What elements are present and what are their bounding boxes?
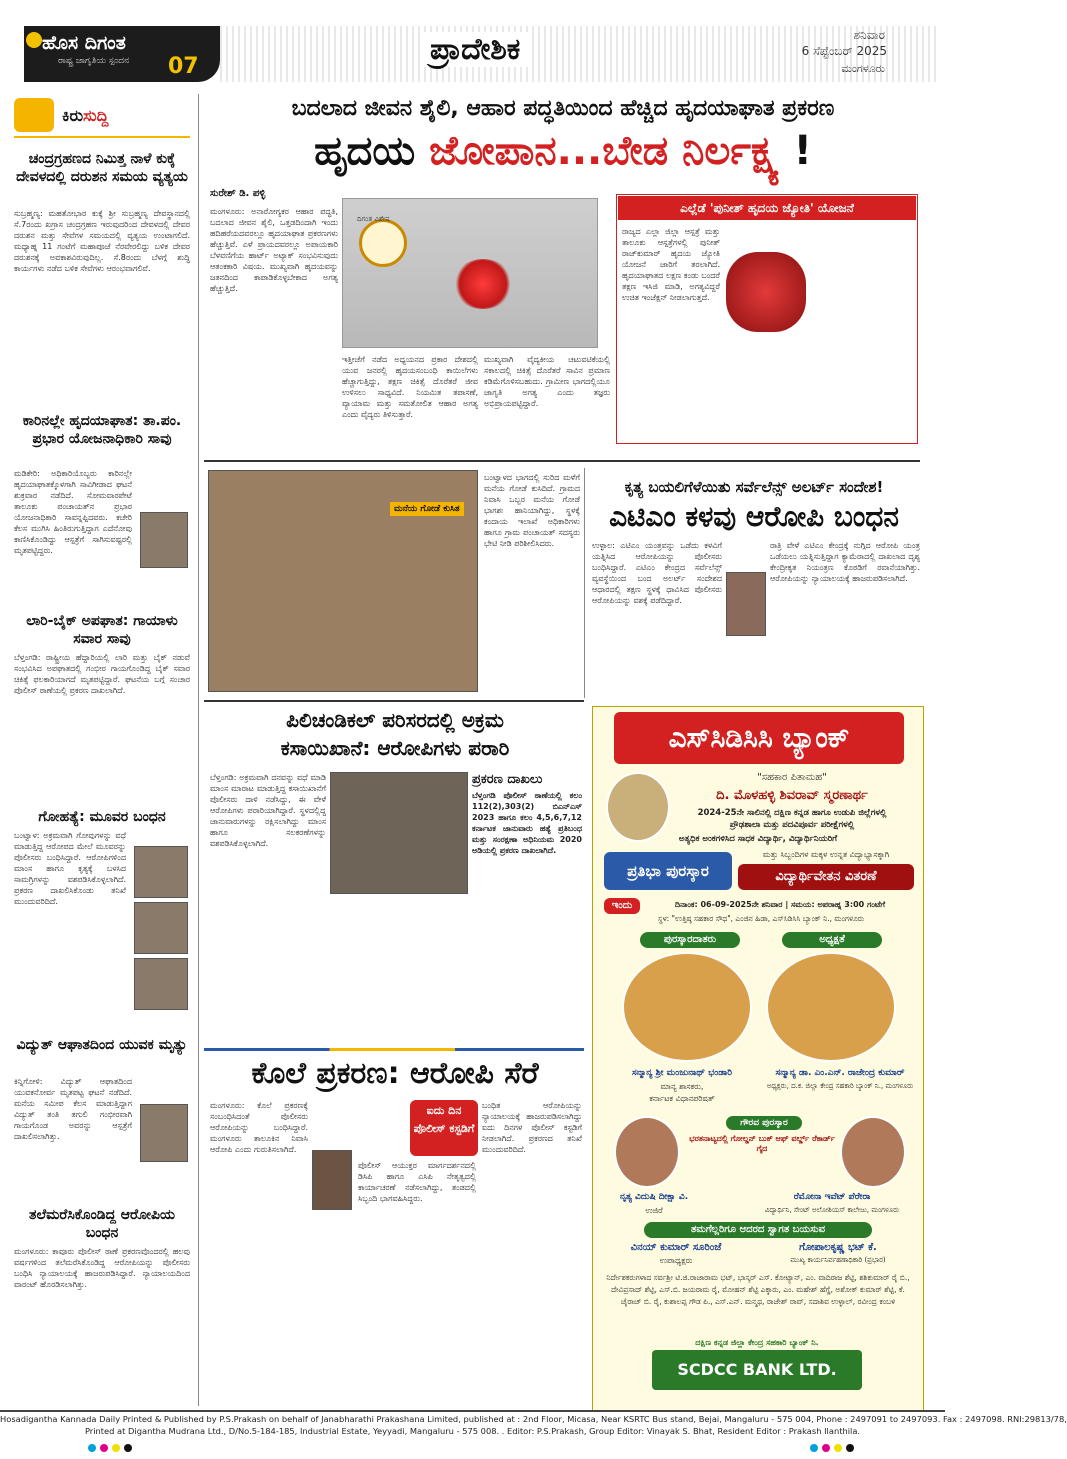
section-title: ಪ್ರಾದೇಶಿಕ [420,32,530,67]
guest2-place: ವಿದ್ಯಾರ್ಥಿನಿ, ಸೇಂಟ್ ಅಲೋಶಿಯಸ್ ಕಾಲೇಜು, ಮಂಗಳೂರು [764,1206,900,1214]
cattle-photo [330,772,468,894]
paper-tagline: ರಾಷ್ಟ್ರ ಜಾಗೃತಿಯ ಸ್ಪಂದನ [58,56,130,66]
host1-role: ಉಪಾಧ್ಯಕ್ಷರು [659,1256,693,1265]
column-rule [198,94,199,1406]
event-venue: ಸ್ಥಳ: "ಉತ್ತಿಷ್ಠ ಸಹಕಾರ ಸೌಧ", ಎಂಜಿನ ಹಿಡಾ, ಎಸ್‌ಸಿಡಿಸಿಸಿ ಬ್ಯಾಂಕ್ ನಿ., ಮಂಗಳೂರು [657,914,865,923]
brief-body: ಕಿನ್ನಿಗೋಳಿ: ವಿದ್ಯುತ್ ಆಘಾತದಿಂದ ಯುವಕನೋರ್ವ ಮೃತಪಟ್ಟ ಘಟನೆ ನಡೆದಿದೆ. ಮನೆಯ ಸಮೀಪ ಕೆಲಸ ಮಾಡುತ್ತಿದ್ದಾಗ ವಿದ್ಯುತ್ ತಂತಿ ತಗುಲಿ ಗಂಭೀರವಾಗಿ ಗಾಯಗೊಂಡ ಅವರನ್ನು ಆಸ್ಪತ್ರೆಗೆ ದಾಖಲಿಸಲಾಗಿತ್ತು. [14,1077,132,1141]
brief-portrait [140,512,188,568]
presenter-photo [622,952,752,1062]
ad-line-1: 2024-25ನೇ ಸಾಲಿನಲ್ಲಿ ದಕ್ಷಿಣ ಕನ್ನಡ ಹಾಗೂ ಉಡುಪಿ ಜಿಲ್ಲೆಗಳಲ್ಲಿ [697,808,887,818]
host1-name: ವಿನಯ್ ಕುಮಾರ್ ಸೂರಿಂಜೆ [630,1242,722,1253]
guest1-place: ಉಜಿರೆ [645,1206,663,1215]
brief-headline: ತಲೆಮರೆಸಿಕೊಂಡಿದ್ದ ಆರೋಪಿಯ ಬಂಧನ [29,1207,175,1241]
welcome-strip: ತಮಗೆಲ್ಲರಿಗೂ ಆದರದ ಸ್ವಾಗತ ಬಯಸುವ [644,1222,872,1238]
directors-list: ನಿರ್ದೇಶಕರುಗಳಾದ ಸರ್ವಶ್ರೀ ಟಿ.ಜಿ.ರಾಜಾರಾಮ ಭಟ್, ಭಾಸ್ಕರ್ ಎಸ್. ಕೋಟ್ಯಾನ್, ಎಂ. ವಾದಿರಾಜ ಶೆಟ್ಟಿ, ಶಶಿಕುಮಾರ್ ರೈ ಬಿ., ದೇವಿಪ್ರಸಾದ್ ಶೆಟ್ಟಿ, ಎಸ್.ಬಿ. ಜಯರಾಮ ರೈ, ಮೋಹನ್ ಶೆಟ್ಟಿ ಎಕ್ಕಾರು, ಎಂ. ಮಹೇಶ್ ಹೆಗ್ಡೆ, ಅಶೋಕ್ ಕುಮಾರ್ ಶೆಟ್ಟಿ, ಕೆ. ಜೈರಾಜ್ ಬಿ. ರೈ, ಕುಶಾಲಪ್ಪ ಗೌಡ ಪಿ., ಎಸ್.ಎನ್. ಮನ್ಮಥ, ರಾಜೇಶ್ ರಾವ್, ಸದಾಶಿವ ಉಳ್ಳಾಲ್, ರವೀಂದ್ರ ಕಂಬಳಿ [606,1273,910,1306]
founder-portrait [606,772,670,842]
bank-ad-title: ಎಸ್‌ಸಿಡಿಸಿಸಿ ಬ್ಯಾಂಕ್ [614,712,904,764]
section-divider [204,700,584,702]
heart-glow-icon [453,259,513,309]
paper-name: ಹೊಸ ದಿಗಂತ [42,32,126,54]
murder-body-col1: ಮಂಗಳೂರು: ಕೊಲೆ ಪ್ರಕರಣಕ್ಕೆ ಸಂಬಂಧಿಸಿದಂತೆ ಪೊಲೀಸರು ಆರೋಪಿಯನ್ನು ಬಂಧಿಸಿದ್ದಾರೆ. ಮಂಗಳೂರು ತಾಲೂಕಿನ ನಿವಾಸಿ ಆರೋಪಿ ಎಂದು ಗುರುತಿಸಲಾಗಿದೆ. [210,1101,308,1154]
photo-caption-tag: ಮನೆಯ ಗೋಡೆ ಕುಸಿತ [390,502,464,516]
registration-mark [88,1444,96,1452]
atm-body-col2: ರಾತ್ರಿ ವೇಳೆ ಎಟಿಎಂ ಕೇಂದ್ರಕ್ಕೆ ನುಗ್ಗಿದ ಆರೋಪಿ ಯಂತ್ರ ಒಡೆಯಲು ಯತ್ನಿಸುತ್ತಿದ್ದಾಗ ಕ್ಯಾಮೆರಾದಲ್ಲಿ ದಾಖಲಾದ ದೃಶ್ಯ ಕೇಂದ್ರೀಕೃತ ನಿಯಂತ್ರಣ ಕೊಠಡಿಗೆ ರವಾನೆಯಾಗಿತ್ತು. ಆರೋಪಿಯನ್ನು ನ್ಯಾಯಾಲಯಕ್ಕೆ ಹಾಜರುಪಡಿಸಲಾಗಿದೆ. [770,541,920,583]
accused-photo [312,1150,352,1210]
guest-note: ಭರತನಾಟ್ಯದಲ್ಲಿ ಗೋಲ್ಡನ್ ಬುಕ್ ಆಫ್ ವರ್ಲ್ಡ್ ರೆಕಾರ್ಡ್ ಗೈದ [689,1134,835,1153]
heart-icon [726,252,806,332]
seal-label: ದಿಗಂತ ವಿಶೇಷ [357,215,390,223]
lead-kicker: ಬದಲಾದ ಜೀವನ ಶೈಲಿ, ಆಹಾರ ಪದ್ಧತಿಯಿಂದ ಹೆಚ್ಚಿದ ಹೃದಯಾಘಾತ ಪ್ರಕರಣ [291,96,835,121]
guest1-photo [614,1116,680,1188]
guest1-name: ನೃತ್ಯ ವಿದುಷಿ ದೀಕ್ಷಾ ವಿ. [619,1192,689,1202]
presenter-org: ಕರ್ನಾಟಕ ವಿಧಾನಪರಿಷತ್ [649,1094,715,1103]
accused-photo [726,572,766,636]
chair-photo [766,952,896,1062]
guest2-name: ರೆಮೋನಾ ಇವೆಟ್ ಪೆರೇರಾ [793,1192,871,1202]
brief-headline: ವಿದ್ಯುತ್ ಆಘಾತದಿಂದ ಯುವಕ ಮೃತ್ಯು [16,1037,188,1053]
murder-body-col3: ಬಂಧಿತ ಆರೋಪಿಯನ್ನು ನ್ಯಾಯಾಲಯಕ್ಕೆ ಹಾಜರುಪಡಿಸಲಾಗಿದ್ದು ಐದು ದಿನಗಳ ಪೊಲೀಸ್ ಕಸ್ಟಡಿಗೆ ನೀಡಲಾಗಿದೆ. ಪ್ರಕರಣದ ತನಿಖೆ ಮುಂದುವರಿದಿದೆ. [482,1101,582,1154]
victim-portrait [140,1104,188,1162]
registration-mark [124,1444,132,1452]
brief-headline: ಲಾರಿ-ಬೈಕ್ ಅಪಘಾತ: ಗಾಯಾಳು ಸವಾರ ಸಾವು [26,613,178,647]
registration-mark [834,1444,842,1452]
host2-name: ಗೋಪಾಲಕೃಷ್ಣ ಭಟ್ ಕೆ. [799,1242,877,1253]
remembrance: ದಿ. ಮೊಳಹಳ್ಳಿ ಶಿವರಾವ್ ಸ್ಮರಣಾರ್ಥ [716,788,868,803]
atm-headline: ಎಟಿಎಂ ಕಳವು ಆರೋಪಿ ಬಂಧನ [609,500,899,533]
digantha-special-seal [359,219,407,267]
brief-body: ಸುಬ್ರಹ್ಮಣ್ಯ: ಮಹತೋಭಾರ ಕುಕ್ಕೆ ಶ್ರೀ ಸುಬ್ರಹ್ಮಣ್ಯ ದೇವಸ್ಥಾನದಲ್ಲಿ ಸೆ.7ರಂದು ಖಗ್ರಾಸ ಚಂದ್ರಗ್ರಹಣ ಇರುವುದರಿಂದ ದೇವಳದಲ್ಲಿ ದೇವರ ದರುಶನ ಮತ್ತು ಸೇವೆಗಳ ಸಮಯದಲ್ಲಿ ವ್ಯತ್ಯಯ ಉಂಟಾಗಲಿದೆ. ಮಧ್ಯಾಹ್ನ 11 ಗಂಟೆಗೆ ಮಹಾಪೂಜೆ ನೆರವೇರಲಿದ್ದು ಬಳಿಕ ದೇವರ ದರುಶನಕ್ಕೆ ಅವಕಾಶವಿರುವುದಿಲ್ಲ. ಸೆ.8ರಂದು ಬೆಳಗ್ಗೆ ಶುದ್ಧಿ ಕಾರ್ಯಗಳು ನಡೆದ ಬಳಿಕ ಸೇವೆಗಳು ಆರಂಭವಾಗಲಿವೆ. [14,209,190,273]
ad-line-3: ಅತ್ಯಧಿಕ ಅಂಕಗಳಿಸಿದ ಸಾಧಕ ವಿದ್ಯಾರ್ಥಿ, ವಿದ್ಯಾರ್ಥಿನಿಯರಿಗೆ [678,834,838,844]
today-tag: ಇಂದು [604,898,640,914]
lead-headline: ಹೃದಯ ಜೋಪಾನ...ಬೇಡ ನಿರ್ಲಕ್ಷ್ಯ ! [314,128,812,174]
brief-headline: ಗೋಹತ್ಯೆ: ಮೂವರ ಬಂಧನ [38,809,166,825]
brief-body: ಬೆಳ್ತಂಗಡಿ: ರಾಷ್ಟ್ರೀಯ ಹೆದ್ದಾರಿಯಲ್ಲಿ ಲಾರಿ ಮತ್ತು ಬೈಕ್ ನಡುವೆ ಸಂಭವಿಸಿದ ಅಪಘಾತದಲ್ಲಿ ಗಂಭೀರ ಗಾಯಗೊಂಡಿದ್ದ ಬೈಕ್ ಸವಾರ ಚಿಕಿತ್ಸೆ ಫಲಕಾರಿಯಾಗದೆ ಮೃತಪಟ್ಟಿದ್ದಾರೆ. ಘಟನೆಯ ಬಗ್ಗೆ ಸಂಚಾರ ಪೊಲೀಸ್ ಠಾಣೆಯಲ್ಲಿ ಪ್ರಕರಣ ದಾಖಲಾಗಿದೆ. [14,653,190,695]
scholarship-badge: ವಿದ್ಯಾರ್ಥಿವೇತನ ವಿತರಣೆ [738,864,914,890]
atm-body-col1: ಉಳ್ಳಾಲ: ಎಟಿಎಂ ಯಂತ್ರವನ್ನು ಒಡೆದು ಕಳವಿಗೆ ಯತ್ನಿಸಿದ ಆರೋಪಿಯನ್ನು ಪೊಲೀಸರು ಬಂಧಿಸಿದ್ದಾರೆ. ಎಟಿಎಂ ಕೇಂದ್ರದ ಸರ್ವೆಲೆನ್ಸ್ ವ್ಯವಸ್ಥೆಯಿಂದ ಬಂದ ಅಲರ್ಟ್ ಸಂದೇಶದ ಆಧಾರದಲ್ಲಿ ತಕ್ಷಣ ಸ್ಥಳಕ್ಕೆ ಧಾವಿಸಿದ ಪೊಲೀಸರು ಆರೋಪಿಯನ್ನು ವಶಕ್ಕೆ ಪಡೆದಿದ್ದಾರೆ. [592,541,722,605]
section-divider [204,460,920,462]
presenter-role: ಮಾನ್ಯ ಶಾಸಕರು, [660,1082,704,1091]
registration-mark [810,1444,818,1452]
host2-role: ಮುಖ್ಯ ಕಾರ್ಯನಿರ್ವಹಣಾಧಿಕಾರಿ (ಪ್ರಭಾರ) [790,1256,886,1264]
brief-body: ಮಂಗಳೂರು: ಕಾವೂರು ಪೊಲೀಸ್ ಠಾಣೆ ಪ್ರಕರಣವೊಂದರಲ್ಲಿ ಹಲವು ವರ್ಷಗಳಿಂದ ತಲೆಮರೆಸಿಕೊಂಡಿದ್ದ ಆರೋಪಿಯನ್ನು ಪೊಲೀಸರು ಬಂಧಿಸಿ ನ್ಯಾಯಾಲಯಕ್ಕೆ ಹಾಜರುಪಡಿಸಿದ್ದಾರೆ. ನ್ಯಾಯಾಲಯದಿಂದ ವಾರಂಟ್ ಹೊರಡಿಸಲಾಗಿತ್ತು. [14,1247,190,1289]
issue-date: 6 ಸೆಪ್ಟೆಂಬರ್ 2025 [801,44,887,58]
bank-logo: SCDCC BANK LTD. [652,1350,862,1390]
lamp-icon [26,32,42,48]
accused-photo [134,958,188,1010]
ad-line-2: ಪ್ರೌಢಶಾಲಾ ಮತ್ತು ಪದವಿಪೂರ್ವ ಪರೀಕ್ಷೆಗಳಲ್ಲಿ [729,820,855,830]
registration-mark [112,1444,120,1452]
case-filed-title: ಪ್ರಕರಣ ದಾಖಲು [472,772,543,787]
bank-name-kn: ದಕ್ಷಿಣ ಕನ್ನಡ ಜಿಲ್ಲಾ ಕೇಂದ್ರ ಸಹಕಾರಿ ಬ್ಯಾಂಕ್ ನಿ. [695,1338,819,1347]
guests-label: ಗೌರವ ಪುರಸ್ಕಾರ [726,1116,802,1130]
case-filed-body: ಬೆಳ್ತಂಗಡಿ ಪೊಲೀಸ್ ಠಾಣೆಯಲ್ಲಿ ಕಲಂ 112(2),303(2) ಬಿಎನ್‌ಎಸ್ 2023 ಹಾಗೂ ಕಲಂ 4,5,6,7,12 ಕರ್ನಾಟಕ ಜಾನುವಾರು ಹತ್ಯೆ ಪ್ರತಿಬಂಧ ಮತ್ತು ಸಂರಕ್ಷಣಾ ಅಧಿನಿಯಮ 2020 ಅಡಿಯಲ್ಲಿ ಪ್ರಕರಣ ದಾಖಲಾಗಿದೆ. [472,791,582,855]
slaughter-headline-1: ಪಿಲಿಚಂಡಿಕಲ್ ಪರಿಸರದಲ್ಲಿ ಅಕ್ರಮ [286,708,504,732]
brief-body: ಮಡಿಕೇರಿ: ಅಧಿಕಾರಿಯೊಬ್ಬರು ಕಾರಿನಲ್ಲೇ ಹೃದಯಾಘಾತಕ್ಕೊಳಗಾಗಿ ಸಾವಿಗೀಡಾದ ಘಟನೆ ಶುಕ್ರವಾರ ನಡೆದಿದೆ. ಸೋಮವಾರಪೇಟೆ ತಾಲೂಕು ಪಂಚಾಯತ್‌ನ ಪ್ರಭಾರ ಯೋಜನಾಧಿಕಾರಿ ಸಾವನ್ನಪ್ಪಿದವರು. ಕಚೇರಿ ಕೆಲಸ ಮುಗಿಸಿ ಹಿಂತಿರುಗುತ್ತಿದ್ದಾಗ ಎದೆನೋವು ಕಾಣಿಸಿಕೊಂಡಿದ್ದು ಆಸ್ಪತ್ರೆಗೆ ಸಾಗಿಸುವಷ್ಟರಲ್ಲಿ ಮೃತಪಟ್ಟಿದ್ದರು. [14,469,132,555]
event-datetime: ದಿನಾಂಕ: 06-09-2025ನೇ ಶನಿವಾರ | ಸಮಯ: ಅಪರಾಹ್ನ 3:00 ಗಂಟೆಗೆ [674,900,886,909]
award-badge: ಪ್ರತಿಭಾ ಪುರಸ್ಕಾರ [604,852,732,890]
column-rule [584,468,585,698]
briefs-label: ಕಿರುಸುದ್ದಿ [62,106,109,125]
lead-body-col3: ಮುಖ್ಯವಾಗಿ ವೈದ್ಯಕೀಯ ಚಟುವಟಿಕೆಯಲ್ಲಿ ಸಕಾಲದಲ್ಲಿ ಚಿಕಿತ್ಸೆ ದೊರೆತರೆ ಸಾವಿನ ಪ್ರಮಾಣ ಕಡಿಮೆಗೊಳಿಸಬಹುದು. ಗ್ರಾಮೀಣ ಭಾಗದಲ್ಲಿಯೂ ಜಾಗೃತಿ ಅಗತ್ಯ ಎಂದು ತಜ್ಞರು ಅಭಿಪ್ರಾಯಪಟ್ಟಿದ್ದಾರೆ. [484,355,610,408]
award-note: ಮತ್ತು ಸಿಬ್ಬಂದಿಗಳ ಮಕ್ಕಳ ಉನ್ನತ ವಿದ್ಯಾಭ್ಯಾಸಕ್ಕಾಗಿ [762,850,890,859]
footer-rule [0,1410,945,1412]
imprint-line-1: Hosadigantha Kannada Daily Printed & Published by P.S.Prakash on behalf of Janabharathi Prakashana Limited, published at : 2nd Floor, Micasa, Near KSRTC Bus stand, Bejai, Mangaluru - 575 004, Phone : 2497091 to 2497093. Fax : 2497098. RNI:29813/78, [0,1414,1067,1424]
custody-box: ಐದು ದಿನ ಪೊಲೀಸ್ ಕಸ್ಟಡಿಗೆ [410,1100,478,1156]
imprint-line-2: Printed at Digantha Mudrana Ltd., D/No.5-184-185, Industrial Estate, Yeyyadi, Mangaluru - 575 008. . Editor: P.S.Prakash, Group Editor: Vinayak S. Bhat, Resident Editor : Prakash Ilanthila. [84,1426,861,1436]
heart-pain-photo [342,198,598,348]
issue-day: ಶನಿವಾರ [853,28,885,42]
registration-mark [846,1444,854,1452]
registration-mark [100,1444,108,1452]
edition-city: ಮಂಗಳೂರು [841,62,885,75]
lead-body-col1: ಮಂಗಳೂರು: ಅನಾರೋಗ್ಯಕರ ಆಹಾರ ಪದ್ಧತಿ, ಬದಲಾದ ಜೀವನ ಶೈಲಿ, ಒತ್ತಡದಿಂದಾಗಿ ಇಂದು ಹದಿಹರೆಯದವರಲ್ಲೂ ಹೃದಯಾಘಾತ ಪ್ರಕರಣಗಳು ಹೆಚ್ಚುತ್ತಿವೆ. ಎಳೆ ಪ್ರಾಯದವರಲ್ಲೂ ಅಪಾಯಕಾರಿ ಬೆಳವಣಿಗೆಯ ಹಾರ್ಟ್ ಅಟ್ಯಾಕ್ ಸಂಭವಿಸುವುದು ಆತಂಕಕಾರಿ ವಿಷಯ. ಮುಖ್ಯವಾಗಿ ಹೃದಯವನ್ನು ಜತನದಿಂದ ಕಾಪಾಡಿಕೊಳ್ಳಬೇಕಾದ ಅಗತ್ಯ ಹೆಚ್ಚುತ್ತಿದೆ. [210,207,338,293]
scheme-box-body: ರಾಜ್ಯದ ಎಲ್ಲಾ ಜಿಲ್ಲಾ ಆಸ್ಪತ್ರೆ ಮತ್ತು ತಾಲೂಕು ಆಸ್ಪತ್ರೆಗಳಲ್ಲಿ ಪುನೀತ್ ರಾಜ್‌ಕುಮಾರ್ ಹೃದಯ ಜ್ಯೋತಿ ಯೋಜನೆ ಜಾರಿಗೆ ತರಲಾಗಿದೆ. ಹೃದಯಾಘಾತದ ಲಕ್ಷಣ ಕಂಡು ಬಂದರೆ ತಕ್ಷಣ ಇಸಿಜಿ ಮಾಡಿ, ಅಗತ್ಯವಿದ್ದರೆ ಉಚಿತ ಇಂಜೆಕ್ಷನ್ ನೀಡಲಾಗುತ್ತದೆ. [622,227,720,302]
accused-photo [134,902,188,954]
atm-kicker: ಕೃತ್ಯ ಬಯಲಿಗೆಳೆಯಿತು ಸರ್ವೆಲೆನ್ಸ್ ಅಲರ್ಟ್ ಸಂದೇಶ! [624,478,884,496]
chair-label: ಅಧ್ಯಕ್ಷತೆ [782,932,882,948]
section-divider [204,1048,584,1051]
guest2-photo [840,1116,906,1188]
masthead [0,0,945,86]
slaughter-headline-2: ಕಸಾಯಿಖಾನೆ: ಆರೋಪಿಗಳು ಪರಾರಿ [280,736,510,760]
byline: ಸುರೇಶ್ ಡಿ. ಪಳ್ಳಿ [210,188,266,199]
chair-name: ಸನ್ಮಾನ್ಯ ಡಾ. ಎಂ.ಎನ್. ರಾಜೇಂದ್ರ ಕುಮಾರ್ [775,1068,905,1078]
slaughter-body: ಬೆಳ್ತಂಗಡಿ: ಅಕ್ರಮವಾಗಿ ದನವನ್ನು ವಧೆ ಮಾಡಿ ಮಾಂಸ ಮಾರಾಟ ಮಾಡುತ್ತಿದ್ದ ಕಸಾಯಿಖಾನೆಗೆ ಪೊಲೀಸರು ದಾಳಿ ನಡೆಸಿದ್ದು, ಈ ವೇಳೆ ಆರೋಪಿಗಳು ಪರಾರಿಯಾಗಿದ್ದಾರೆ. ಸ್ಥಳದಲ್ಲಿದ್ದ ಜಾನುವಾರುಗಳನ್ನು ರಕ್ಷಿಸಲಾಗಿದ್ದು ಮಾಂಸ ಹಾಗೂ ಸಲಕರಣೆಗಳನ್ನು ವಶಪಡಿಸಿಕೊಳ್ಳಲಾಗಿದೆ. [210,773,326,848]
brief-headline: ಚಂದ್ರಗ್ರಹಣದ ನಿಮಿತ್ತ ನಾಳೆ ಕುಕ್ಕೆ ದೇವಳದಲ್ಲಿ ದರುಶನ ಸಮಯ ವ್ಯತ್ಯಯ [16,151,188,185]
chair-role: ಅಧ್ಯಕ್ಷರು, ದ.ಕ. ಜಿಲ್ಲಾ ಕೇಂದ್ರ ಸಹಕಾರಿ ಬ್ಯಾಂಕ್ ನಿ., ಮಂಗಳೂರು [766,1082,914,1090]
brief-headline: ಕಾರಿನಲ್ಲೇ ಹೃದಯಾಘಾತ: ತಾ.ಪಂ. ಪ್ರಭಾರ ಯೋಜನಾಧಿಕಾರಿ ಸಾವು [22,413,182,447]
registration-mark [822,1444,830,1452]
briefs-underline [14,136,190,138]
murder-body-col2: ಪೊಲೀಸ್ ಆಯುಕ್ತರ ಮಾರ್ಗದರ್ಶನದಲ್ಲಿ ಡಿಸಿಪಿ ಹಾಗೂ ಎಸಿಪಿ ನೇತೃತ್ವದಲ್ಲಿ ಕಾರ್ಯಾಚರಣೆ ನಡೆಸಲಾಗಿದ್ದು, ತಂಡದಲ್ಲಿ ಸಿಬ್ಬಂದಿ ಭಾಗವಹಿಸಿದ್ದರು. [358,1161,476,1203]
page-number: 07 [168,54,199,79]
presenter-name: ಸನ್ಮಾನ್ಯ ಶ್ರೀ ಮಂಜುನಾಥ್ ಭಂಡಾರಿ [632,1068,732,1078]
accused-photo [134,846,188,898]
hand-icon [14,98,54,132]
house-story-body: ಬಂಟ್ವಾಳದ ಭಾಗದಲ್ಲಿ ಸುರಿದ ಮಳೆಗೆ ಮನೆಯ ಗೋಡೆ ಕುಸಿದಿದೆ. ಗ್ರಾಮದ ನಿವಾಸಿ ಒಬ್ಬರ ಮನೆಯ ಗೋಡೆ ಭಾಗಶಃ ಹಾನಿಯಾಗಿದ್ದು, ಸ್ಥಳಕ್ಕೆ ಕಂದಾಯ ಇಲಾಖೆ ಅಧಿಕಾರಿಗಳು ಹಾಗೂ ಗ್ರಾಮ ಪಂಚಾಯತ್ ಸದಸ್ಯರು ಭೇಟಿ ನೀಡಿ ಪರಿಶೀಲಿಸಿದರು. [484,473,580,548]
murder-headline: ಕೊಲೆ ಪ್ರಕರಣ: ಆರೋಪಿ ಸೆರೆ [251,1056,539,1091]
scheme-box-title: ಎಲ್ಲೆಡೆ 'ಪುನೀತ್ ಹೃದಯ ಜ್ಯೋತಿ' ಯೋಜನೆ [618,196,916,220]
presenter-label: ಪುರಸ್ಕಾರದಾತರು [640,932,740,948]
honorific: "ಸಹಕಾರ ಪಿತಾಮಹ" [757,772,827,783]
lead-body-col2: ಇತ್ತೀಚೆಗೆ ನಡೆದ ಅಧ್ಯಯನದ ಪ್ರಕಾರ ದೇಶದಲ್ಲಿ ಯುವ ಜನರಲ್ಲಿ ಹೃದಯಸಂಬಂಧಿ ಕಾಯಿಲೆಗಳು ಹೆಚ್ಚಾಗುತ್ತಿದ್ದು, ತಕ್ಷಣ ಚಿಕಿತ್ಸೆ ದೊರೆತರೆ ಜೀವ ಉಳಿಸಲು ಸಾಧ್ಯವಿದೆ. ನಿಯಮಿತ ತಪಾಸಣೆ, ವ್ಯಾಯಾಮ ಮತ್ತು ಸಮತೋಲಿತ ಆಹಾರ ಅಗತ್ಯ ಎಂದು ವೈದ್ಯರು ತಿಳಿಸುತ್ತಾರೆ. [342,355,478,419]
brief-body: ಬಂಟ್ವಾಳ: ಅಕ್ರಮವಾಗಿ ಗೋವುಗಳನ್ನು ವಧೆ ಮಾಡುತ್ತಿದ್ದ ಆರೋಪದ ಮೇಲೆ ಮೂವರನ್ನು ಪೊಲೀಸರು ಬಂಧಿಸಿದ್ದಾರೆ. ಆರೋಪಿಗಳಿಂದ ಮಾಂಸ ಹಾಗೂ ಕೃತ್ಯಕ್ಕೆ ಬಳಸಿದ ಸಾಮಗ್ರಿಗಳನ್ನು ವಶಪಡಿಸಿಕೊಳ್ಳಲಾಗಿದೆ. ಪ್ರಕರಣ ದಾಖಲಿಸಿಕೊಂಡು ತನಿಖೆ ಮುಂದುವರಿದಿದೆ. [14,831,126,906]
